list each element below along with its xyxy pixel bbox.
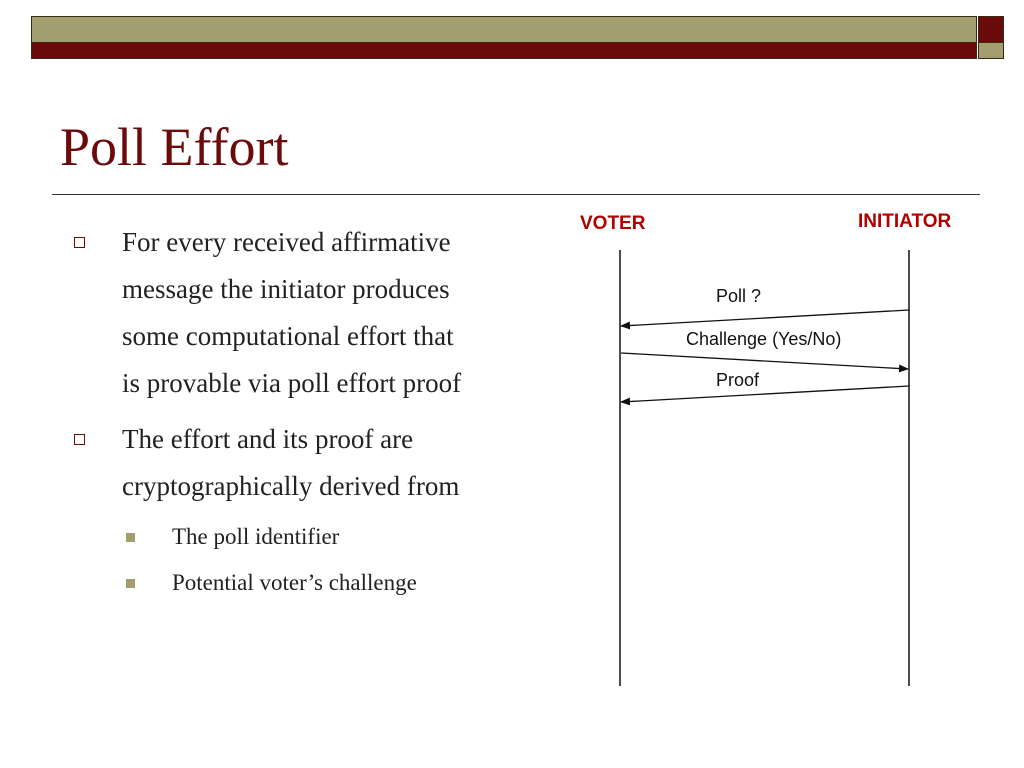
bullet-line: The effort and its proof are: [122, 424, 414, 454]
sub-bullet-item: Potential voter’s challenge: [172, 570, 417, 595]
challenge-label: Challenge (Yes/No): [686, 329, 842, 349]
sub-bullet-item: The poll identifier: [172, 524, 340, 549]
slide-title: Poll Effort: [60, 117, 289, 177]
bullet-line: For every received affirmative: [122, 227, 451, 257]
bullet-line: cryptographically derived from: [122, 471, 460, 501]
proof-label: Proof: [716, 370, 760, 390]
poll-request-arrow: [621, 310, 909, 326]
initiator-label: INITIATOR: [858, 211, 952, 232]
bullet-line: message the initiator produces: [122, 274, 450, 304]
challenge-arrow: [621, 353, 908, 369]
poll-request-label: Poll ?: [716, 286, 762, 306]
bullet-line: some computational effort that: [122, 321, 454, 351]
bullet-line: is provable via poll effort proof: [122, 368, 462, 398]
voter-label: VOTER: [580, 213, 646, 234]
proof-arrow: [621, 386, 909, 402]
